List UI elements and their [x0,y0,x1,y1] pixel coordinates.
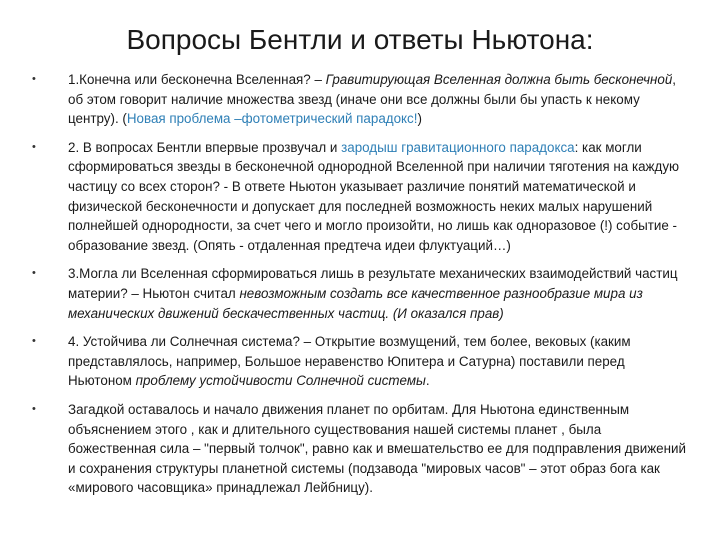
list-item-text [68,72,676,126]
italic-text: Гравитирующая Вселенная должна быть бесконечной [325,72,673,87]
list-item [24,332,692,391]
bullet-marker: • [32,267,36,280]
italic-text: невозможным создать все качественное разнообразие мира из механических движений бескачественных частиц. (И оказался прав) [68,285,643,321]
text-segment: : как могли сформироваться звезды в бесконечной однородной Вселенной при наличии тяготения на каждую частицу со всех сторон? - В ответе Ньютон указывает различие понятий математической и физической бесконечности и допускает для последней возможность неких малых нарушений полнейшей однородности, за счет чего и могло произойти, но лишь как одноразовое (!) событие - образование звезд. (Опять - отдаленная предтеча идеи флуктуаций…) [68,139,680,253]
text-segment: 2. В вопросах Бентли впервые прозвучал и [68,139,342,155]
text-segment: 4. Устойчива ли Солнечная система? – Открытие возмущений, тем более, вековых (каким представлялось, например, Большое неравенство Юпитера и Сатурна) поставили перед Ньютоном [68,334,631,389]
text-segment: , об этом говорит наличие множества звезд (иначе они все должны были бы упасть к некому центру). ( [68,72,677,127]
list-item-text [68,140,679,253]
list-item [24,264,692,323]
bullet-marker: • [32,140,36,153]
list-item-text [68,334,631,388]
bullet-marker: • [32,402,36,415]
text-segment: Загадкой оставалось и начало движения планет по орбитам. Для Ньютона единственным объяснением этого , как и длительного существования нашей системы планет , была божественная сила – "первый толчок", равно как и вмешательство ее для подправления движений и сохранения структуры планетной системы (подзавода "мировых часов" – этот образ бога как «мирового часовщика» принадлежал Лейбницу). [68,401,686,496]
list-item [24,138,692,256]
bullet-marker: • [32,73,36,85]
text-segment: 1.Конечна или бесконечна Вселенная? – [68,72,326,87]
list-item [24,70,692,129]
italic-text: проблему устойчивости Солнечной системы [135,373,426,389]
bullet-marker: • [32,335,36,348]
list-item-text [68,266,678,320]
highlighted-text: Новая проблема –фотометрический парадокс! [126,111,418,127]
highlighted-text: зародыш гравитационного парадокса [341,139,575,155]
list-item-text [68,402,686,495]
text-segment: . [425,373,430,389]
text-segment: 3.Могла ли Вселенная сформироваться лишь в результате механических взаимодействий частиц материи? – Ньютон считал [68,266,678,301]
bullet-list [24,70,692,507]
list-item [24,400,692,498]
slide-title: Вопросы Бентли и ответы Ньютона: [126,24,594,55]
text-segment: ) [417,111,422,127]
